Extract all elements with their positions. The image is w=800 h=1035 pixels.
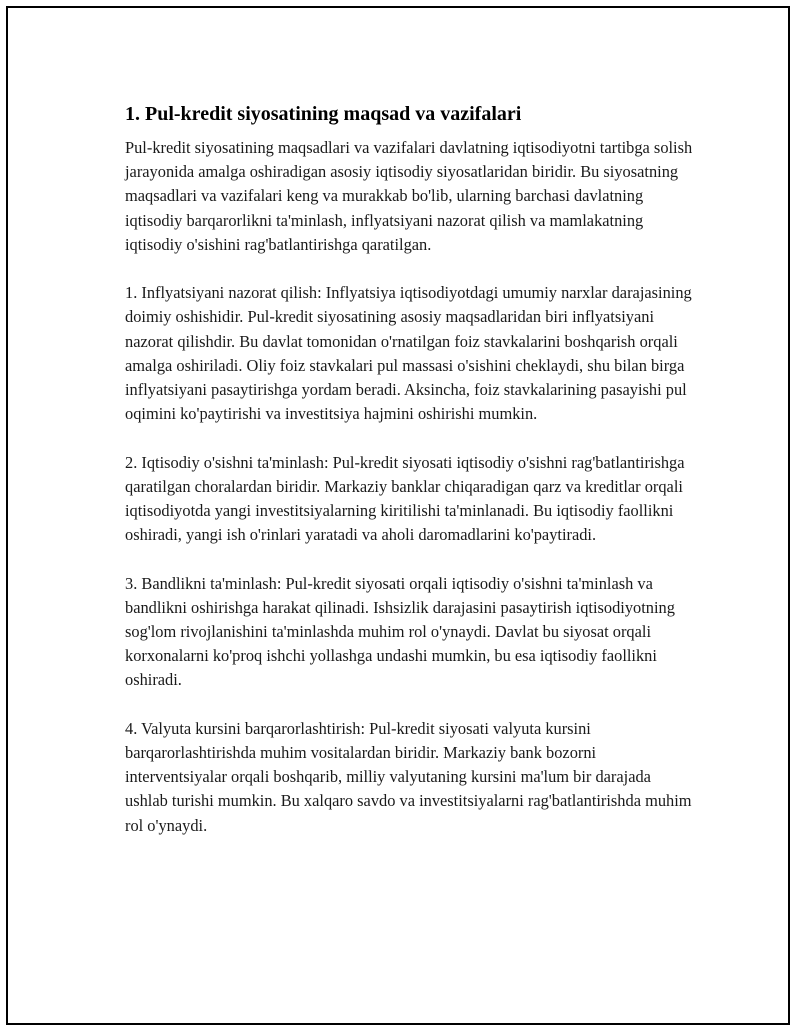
intro-paragraph: Pul-kredit siyosatining maqsadlari va vazifalari davlatning iqtisodiyotni tartibga solish jarayonida amalga oshiradigan asosiy iqtisodiy siyosatlaridan biridir. Bu siyosatning maqsadlari va vazifalari keng va murakkab bo'lib, ularning barchasi davlatning iqtisodiy barqarorlikni ta'minlash, inflyatsiyani nazorat qilish va mamlakatning iqtisodiy o'sishini rag'batlantirishga qaratilgan. bbox=[125, 138, 693, 254]
document-page bbox=[6, 6, 790, 1025]
document-body bbox=[125, 100, 695, 862]
paragraph-economic-growth: 2. Iqtisodiy o'sishni ta'minlash: Pul-kredit siyosati iqtisodiy o'sishni rag'batlantirishga qaratilgan choralardan biridir. Markaziy banklar chiqaradigan qarz va kreditlar orqali iqtisodiyotda yangi investitsiyalarning kiritilishi ta'minlanadi. Bu iqtisodiy faollikni oshiradi, yangi ish o'rinlari yaratadi va aholi daromadlarini ko'paytiradi. bbox=[125, 452, 685, 545]
paragraph-inflation-control: 1. Inflyatsiyani nazorat qilish: Inflyatsiya iqtisodiyotdagi umumiy narxlar darajasining doimiy oshishidir. Pul-kredit siyosatining asosiy maqsadlaridan biri inflyatsiyani nazorat qilishdir. Bu davlat tomonidan o'rnatilgan foiz stavkalarini boshqarish orqali amalga oshiriladi. Oliy foiz stavkalari pul massasi o'sishini cheklaydi, shu bilan birga inflyatsiyani pasaytirishga yordam beradi. Aksincha, foiz stavkalarining pasayishi pul oqimini ko'paytirishi va investitsiya hajmini oshirishi mumkin. bbox=[125, 283, 692, 424]
paragraph-employment: 3. Bandlikni ta'minlash: Pul-kredit siyosati orqali iqtisodiy o'sishni ta'minlash va bandlikni oshirishga harakat qilinadi. Ishsizlik darajasini pasaytirish iqtisodiyotning sog'lom rivojlanishini ta'minlashda muhim rol o'ynaydi. Davlat bu siyosat orqali korxonalarni ko'proq ishchi yollashga undashi mumkin, bu esa iqtisodiy faollikni oshiradi. bbox=[125, 573, 675, 690]
section-heading: 1. Pul-kredit siyosatining maqsad va vazifalari bbox=[125, 103, 522, 125]
paragraph-exchange-rate: 4. Valyuta kursini barqarorlashtirish: Pul-kredit siyosati valyuta kursini barqarorlashtirishda muhim vositalardan biridir. Markaziy bank bozorni interventsiyalar orqali boshqarib, milliy valyutaning kursini ma'lum bir darajada ushlab turishi mumkin. Bu xalqaro savdo va investitsiyalarni rag'batlantirishda muhim rol o'ynaydi. bbox=[125, 718, 692, 835]
